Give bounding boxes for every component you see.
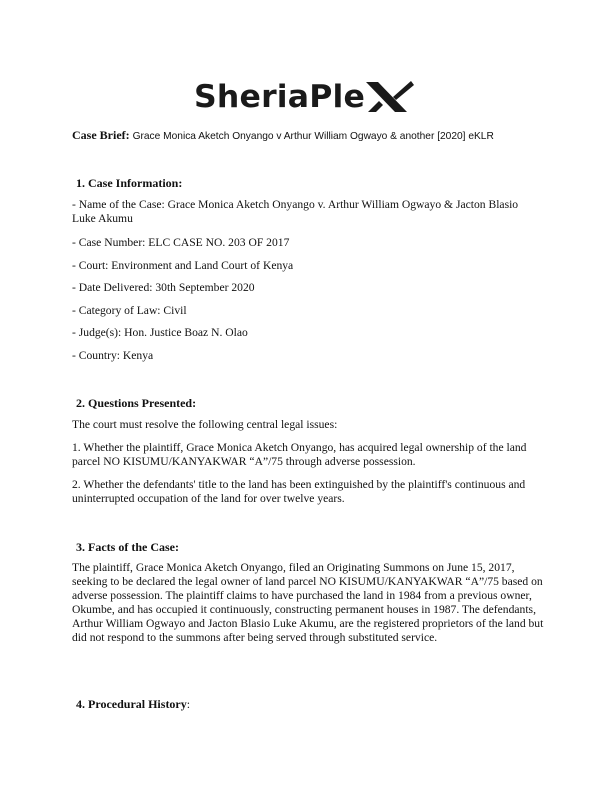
- question-item: 1. Whether the plaintiff, Grace Monica Aketch Onyango, has acquired legal ownership of the land parcel NO KISUMU/KANYAKWAR “A”/75 through adverse possession.: [72, 441, 527, 468]
- facts-paragraph: The plaintiff, Grace Monica Aketch Onyango, filed an Originating Summons on June 15, 2017, seeking to be declared the legal owner of land parcel NO KISUMU/KANYAKWAR “A”/75 based on adverse possession. The plaintiff claims to have purchased the land in 1984 from a previous owner, Okumbe, and has occupied it continuously, constructing permanent houses in 1987. The defendants, Arthur William Ogwayo and Jacton Blasio Luke Akumu, are the registered proprietors of the land but did not respond to the summons after being served through substituted service.: [72, 561, 544, 644]
- question-item: 2. Whether the defendants' title to the land has been extinguished by the plaintiff's continuous and uninterrupted occupation of the land for over twelve years.: [72, 478, 526, 505]
- section-heading-facts: 3. Facts of the Case:: [76, 540, 179, 554]
- section-heading-procedural-history: [76, 697, 190, 711]
- case-info-judges: - Judge(s): Hon. Justice Boaz N. Olao: [72, 326, 248, 339]
- logo-x-mark-icon: [363, 79, 415, 115]
- case-brief-label: Case Brief:: [72, 128, 130, 142]
- case-info-category: - Category of Law: Civil: [72, 304, 187, 317]
- case-brief-line: [72, 128, 494, 144]
- case-info-name: - Name of the Case: Grace Monica Aketch Onyango v. Arthur William Ogwayo & Jacton Blasio Luke Akumu: [72, 198, 519, 225]
- sheriaplex-logo: [194, 74, 416, 120]
- section-heading-questions: 2. Questions Presented:: [76, 396, 197, 410]
- section-heading-case-information: 1. Case Information:: [76, 176, 183, 190]
- case-brief-title: Grace Monica Aketch Onyango v Arthur William Ogwayo & another [2020] eKLR: [132, 131, 494, 142]
- procedural-history-title: 4. Procedural History: [76, 697, 187, 711]
- case-info-court: - Court: Environment and Land Court of Kenya: [72, 259, 294, 272]
- questions-intro: The court must resolve the following central legal issues:: [72, 418, 338, 431]
- procedural-history-colon: :: [186, 697, 191, 711]
- case-info-country: - Country: Kenya: [72, 349, 154, 362]
- case-info-date: - Date Delivered: 30th September 2020: [72, 281, 255, 294]
- logo-wordmark: SheriaPle: [194, 79, 366, 115]
- case-info-number: - Case Number: ELC CASE NO. 203 OF 2017: [72, 236, 290, 249]
